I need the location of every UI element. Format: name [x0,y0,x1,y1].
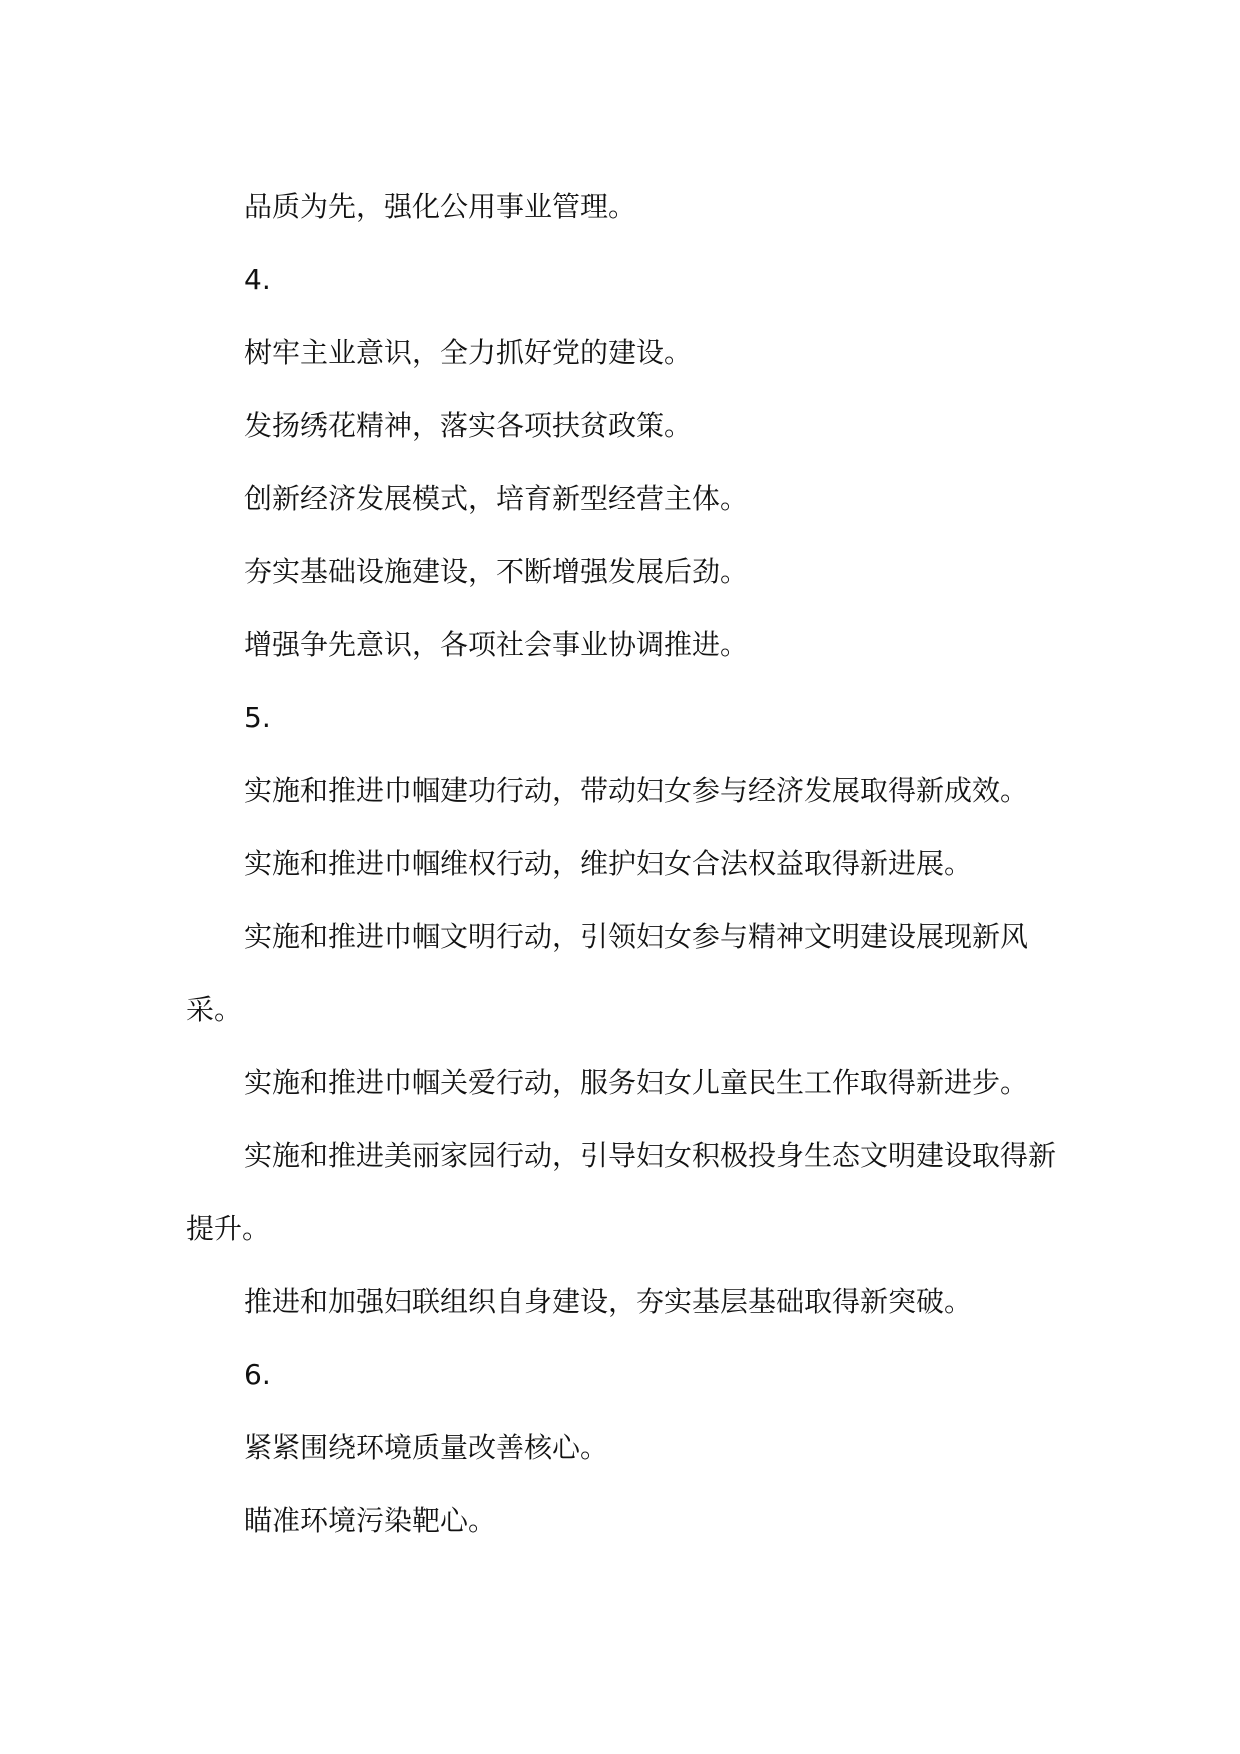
paragraph: 实施和推进美丽家园行动，引导妇女积极投身生态文明建设取得新提升。 [186,1139,1057,1245]
paragraph: 实施和推进巾帼关爱行动，服务妇女儿童民生工作取得新进步。 [244,1066,1029,1099]
paragraph: 实施和推进巾帼建功行动，带动妇女参与经济发展取得新成效。 [244,774,1029,807]
section-number: 6. [244,1358,271,1391]
paragraph: 树牢主业意识，全力抓好党的建设。 [244,336,693,369]
paragraph: 夯实基础设施建设，不断增强发展后劲。 [244,555,749,588]
paragraph: 品质为先，强化公用事业管理。 [244,190,637,223]
paragraph: 创新经济发展模式，培育新型经营主体。 [244,482,749,515]
paragraph: 瞄准环境污染靶心。 [244,1504,497,1537]
section-number: 5. [244,701,271,734]
section-number: 4. [244,263,271,296]
document-body [186,170,1066,1557]
paragraph: 实施和推进巾帼文明行动，引领妇女参与精神文明建设展现新风采。 [186,920,1029,1026]
paragraph: 增强争先意识，各项社会事业协调推进。 [244,628,749,661]
paragraph: 紧紧围绕环境质量改善核心。 [244,1431,609,1464]
paragraph: 实施和推进巾帼维权行动，维护妇女合法权益取得新进展。 [244,847,973,880]
paragraph: 发扬绣花精神，落实各项扶贫政策。 [244,409,693,442]
paragraph: 推进和加强妇联组织自身建设，夯实基层基础取得新突破。 [244,1285,973,1318]
